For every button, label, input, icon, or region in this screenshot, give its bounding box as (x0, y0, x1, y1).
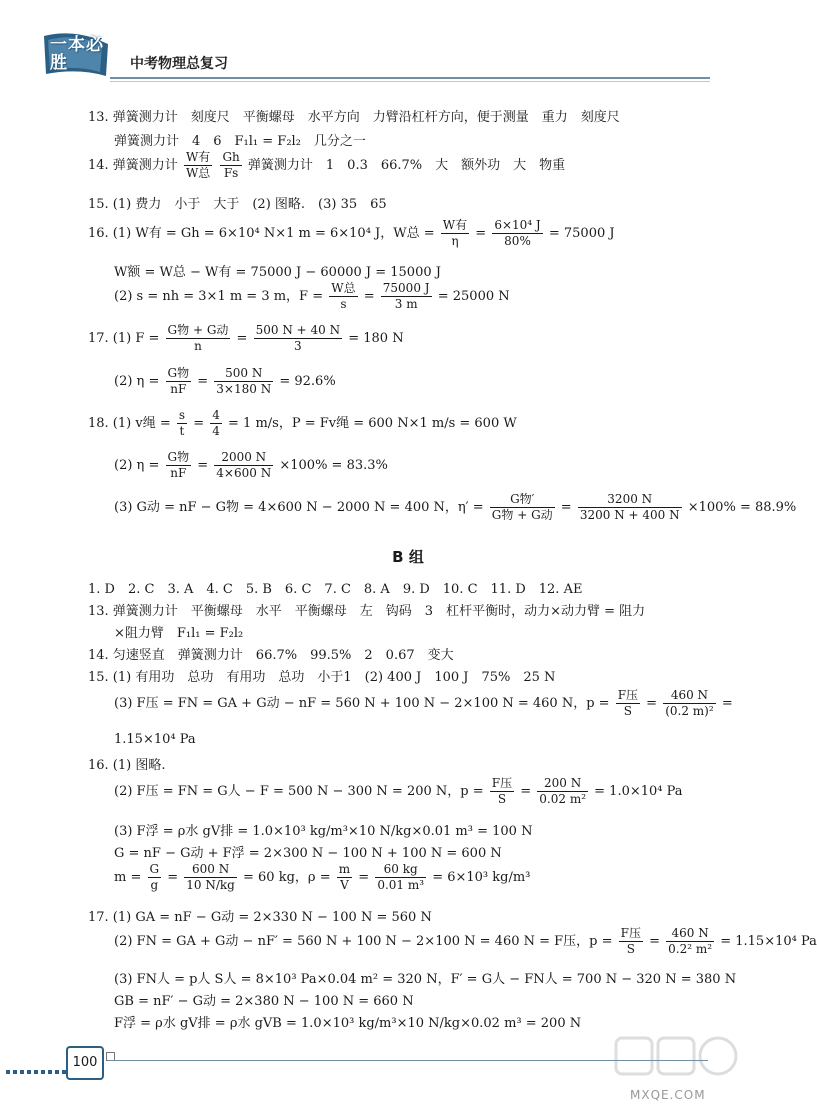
series-title: 中考物理总复习 (130, 56, 228, 72)
answer-17-line2: (2) η = $\frac{\text{G物}}{nF}$ = $\frac{500 N}{3\times 180 N}$ = 92.6% (114, 366, 336, 396)
answer-b-17-line5: F浮 = ρ水 gV排 = ρ水 gVB = 1.0×10³ kg/m³×10 N/kg×0.02 m³ = 200 N (114, 1016, 582, 1031)
fraction: $\frac{\text{G物}}{nF}$ (167, 450, 190, 480)
answer-b-15-line3: 1.15×10⁴ Pa (114, 732, 196, 747)
fraction: $\frac{\text{G物}}{nF}$ (167, 366, 190, 396)
answer-13-line1: 13. 弹簧测力计 刻度尺 平衡螺母 水平方向 力臂沿杠杆方向，便于测量 重力 刻度尺 (88, 110, 620, 125)
answer-b-16-line1: 16. (1) 图略. (88, 758, 166, 773)
fraction: $\frac{460 N}{\text{(0.2 m)²}}$ (665, 688, 714, 718)
fraction: $\frac{2000 N}{4\times 600 N}$ (216, 450, 272, 480)
answer-14-post: 弹簧测力计 1 0.3 66.7% 大 额外功 大 物重 (247, 158, 566, 173)
answer-b-13-line2: ×阻力臂 F₁l₁ = F₂l₂ (114, 626, 244, 641)
page-footer (0, 1030, 750, 1114)
header-rule (110, 77, 710, 79)
fraction: $\frac{200 N}{\text{0.02 m²}}$ (539, 776, 587, 806)
logo-text: 一本必胜 (50, 35, 104, 73)
answer-b-multiple-choice: 1. D 2. C 3. A 4. C 5. B 6. C 7. C 8. A 9. D 10. C 11. D 12. AE (88, 582, 583, 597)
fraction: $\frac{G}{g}$ (149, 862, 160, 892)
answer-14-pre: 14. 弹簧测力计 (88, 158, 178, 173)
answer-14 (88, 150, 565, 181)
page-number: 100 (66, 1046, 104, 1080)
answer-16-line1: 16. (1) W有 = Gh = 6×10⁴ N×1 m = 6×10⁴ J，W总 = $\frac{\text{W有}}{\eta}$ = $\frac{\text{6×10⁴ J}}{80\%}$ = 75000 J (88, 218, 615, 248)
fraction: $\frac{3200 N}{3200 N + 400 N}$ (579, 492, 680, 522)
fraction: $\frac{75000 J}{3 m}$ (382, 281, 430, 311)
fraction: $\frac{\text{6×10⁴ J}}{80\%}$ (494, 218, 541, 248)
answer-13-line2: 弹簧测力计 4 6 F₁l₁ = F₂l₂ 几分之一 (114, 134, 366, 149)
header-rule-thin (110, 81, 710, 82)
answer-17-line1: 17. (1) F = $\frac{\text{G物 + G动}}{n}$ = $\frac{500 N + 40 N}{3}$ = 180 N (88, 323, 404, 353)
footer-dots (6, 1070, 66, 1074)
answer-b-17-line2: (2) FN = GA + G动 − nF′ = 560 N + 100 N − 2×100 N = 460 N = F压，p = $\frac{\text{F压}}{S}$ = $\frac{460 N}{\text{0.2² m²}}$ = 1.15×10⁴ Pa (114, 926, 817, 956)
answer-b-16-line5: m = $\frac{G}{g}$ = $\frac{600 N}{10 N/kg}$ = 60 kg，ρ = $\frac{m}{V}$ = $\frac{60 kg}{\text{0.01 m³}}$ = 6×10³ kg/m³ (114, 862, 531, 892)
fraction: $\frac{60 kg}{\text{0.01 m³}}$ (377, 862, 425, 892)
fraction: $\frac{\text{W总}}{s}$ (331, 281, 356, 311)
answer-b-16-line4: G = nF − G动 + F浮 = 2×300 N − 100 N + 100 N = 600 N (114, 846, 502, 861)
answer-b-16-line3: (3) F浮 = ρ水 gV排 = 1.0×10³ kg/m³×10 N/kg×0.01 m³ = 100 N (114, 824, 533, 839)
fraction: $\frac{\text{F压}}{S}$ (491, 776, 513, 806)
fraction: $\frac{460 N}{\text{0.2² m²}}$ (668, 926, 713, 956)
answer-b-14: 14. 匀速竖直 弹簧测力计 66.7% 99.5% 2 0.67 变大 (88, 648, 454, 663)
fraction: $\frac{500 N + 40 N}{3}$ (255, 323, 341, 353)
page-header (0, 0, 750, 100)
answer-b-15-line2: (3) F压 = FN = GA + G动 − nF = 560 N + 100 N − 2×100 N = 460 N，p = $\frac{\text{F压}}{S}$ = $\frac{460 N}{\text{(0.2 m)²}}$ = (114, 688, 733, 718)
answer-b-17-line1: 17. (1) GA = nF − G动 = 2×330 N − 100 N = 560 N (88, 910, 432, 925)
answer-16-line3: (2) s = nh = 3×1 m = 3 m，F = $\frac{\text{W总}}{s}$ = $\frac{75000 J}{3 m}$ = 25000 N (114, 281, 510, 311)
answer-b-17-line4: GB = nF′ − G动 = 2×380 N − 100 N = 660 N (114, 994, 414, 1009)
answer-b-16-line2: (2) F压 = FN = G人 − F = 500 N − 300 N = 200 N，p = $\frac{\text{F压}}{S}$ = $\frac{200 N}{\text{0.02 m²}}$ = 1.0×10⁴ Pa (114, 776, 683, 806)
fraction: $\frac{\text{G物 + G动}}{n}$ (167, 323, 229, 353)
section-b-title: B 组 (392, 548, 424, 566)
fraction: $\frac{\text{W有}}{\text{W总}}$ (185, 150, 211, 180)
fraction: $\frac{m}{V}$ (338, 862, 351, 892)
answer-18-line3: (3) G动 = nF − G物 = 4×600 N − 2000 N = 400 N，η′ = $\frac{\text{G物′}}{\text{G物 + G动}}$ = $\frac{3200 N}{3200 N + 400 N}$ ×100% = 88.9% (114, 492, 797, 522)
answer-18-line1: 18. (1) v绳 = $\frac{s}{t}$ = $\frac{4}{4}$ = 1 m/s，P = Fv绳 = 600 N×1 m/s = 600 W (88, 408, 517, 438)
fraction: $\frac{\text{F压}}{S}$ (620, 926, 641, 956)
fraction: $\frac{Gh}{Fs}$ (222, 150, 240, 180)
fraction: $\frac{500 N}{3\times 180 N}$ (216, 366, 272, 396)
fraction: $\frac{\text{F压}}{S}$ (617, 688, 639, 718)
fraction: $\frac{600 N}{10 N/kg}$ (186, 862, 235, 892)
answer-15: 15. (1) 费力 小于 大于 (2) 图略. (3) 35 65 (88, 197, 387, 212)
answer-16-line2: W额 = W总 − W有 = 75000 J − 60000 J = 15000 J (114, 265, 441, 280)
fraction: $\frac{\text{W有}}{\eta}$ (442, 218, 468, 248)
fraction: $\frac{4}{4}$ (212, 408, 220, 438)
answer-b-13-line1: 13. 弹簧测力计 平衡螺母 水平 平衡螺母 左 钩码 3 杠杆平衡时，动力×动力臂 = 阻力 (88, 604, 646, 619)
fraction: $\frac{\text{G物′}}{\text{G物 + G动}}$ (491, 492, 553, 522)
fraction: $\frac{s}{t}$ (178, 408, 186, 438)
answer-b-17-line3: (3) FN人 = p人 S人 = 8×10³ Pa×0.04 m² = 320 N，F′ = G人 − FN人 = 700 N − 320 N = 380 N (114, 972, 737, 987)
answer-b-15-line1: 15. (1) 有用功 总功 有用功 总功 小于1 (2) 400 J 100 J 75% 25 N (88, 670, 556, 685)
watermark-url: MXQE.COM (630, 1088, 706, 1102)
answer-18-line2: (2) η = $\frac{\text{G物}}{nF}$ = $\frac{2000 N}{4\times 600 N}$ ×100% = 83.3% (114, 450, 388, 480)
